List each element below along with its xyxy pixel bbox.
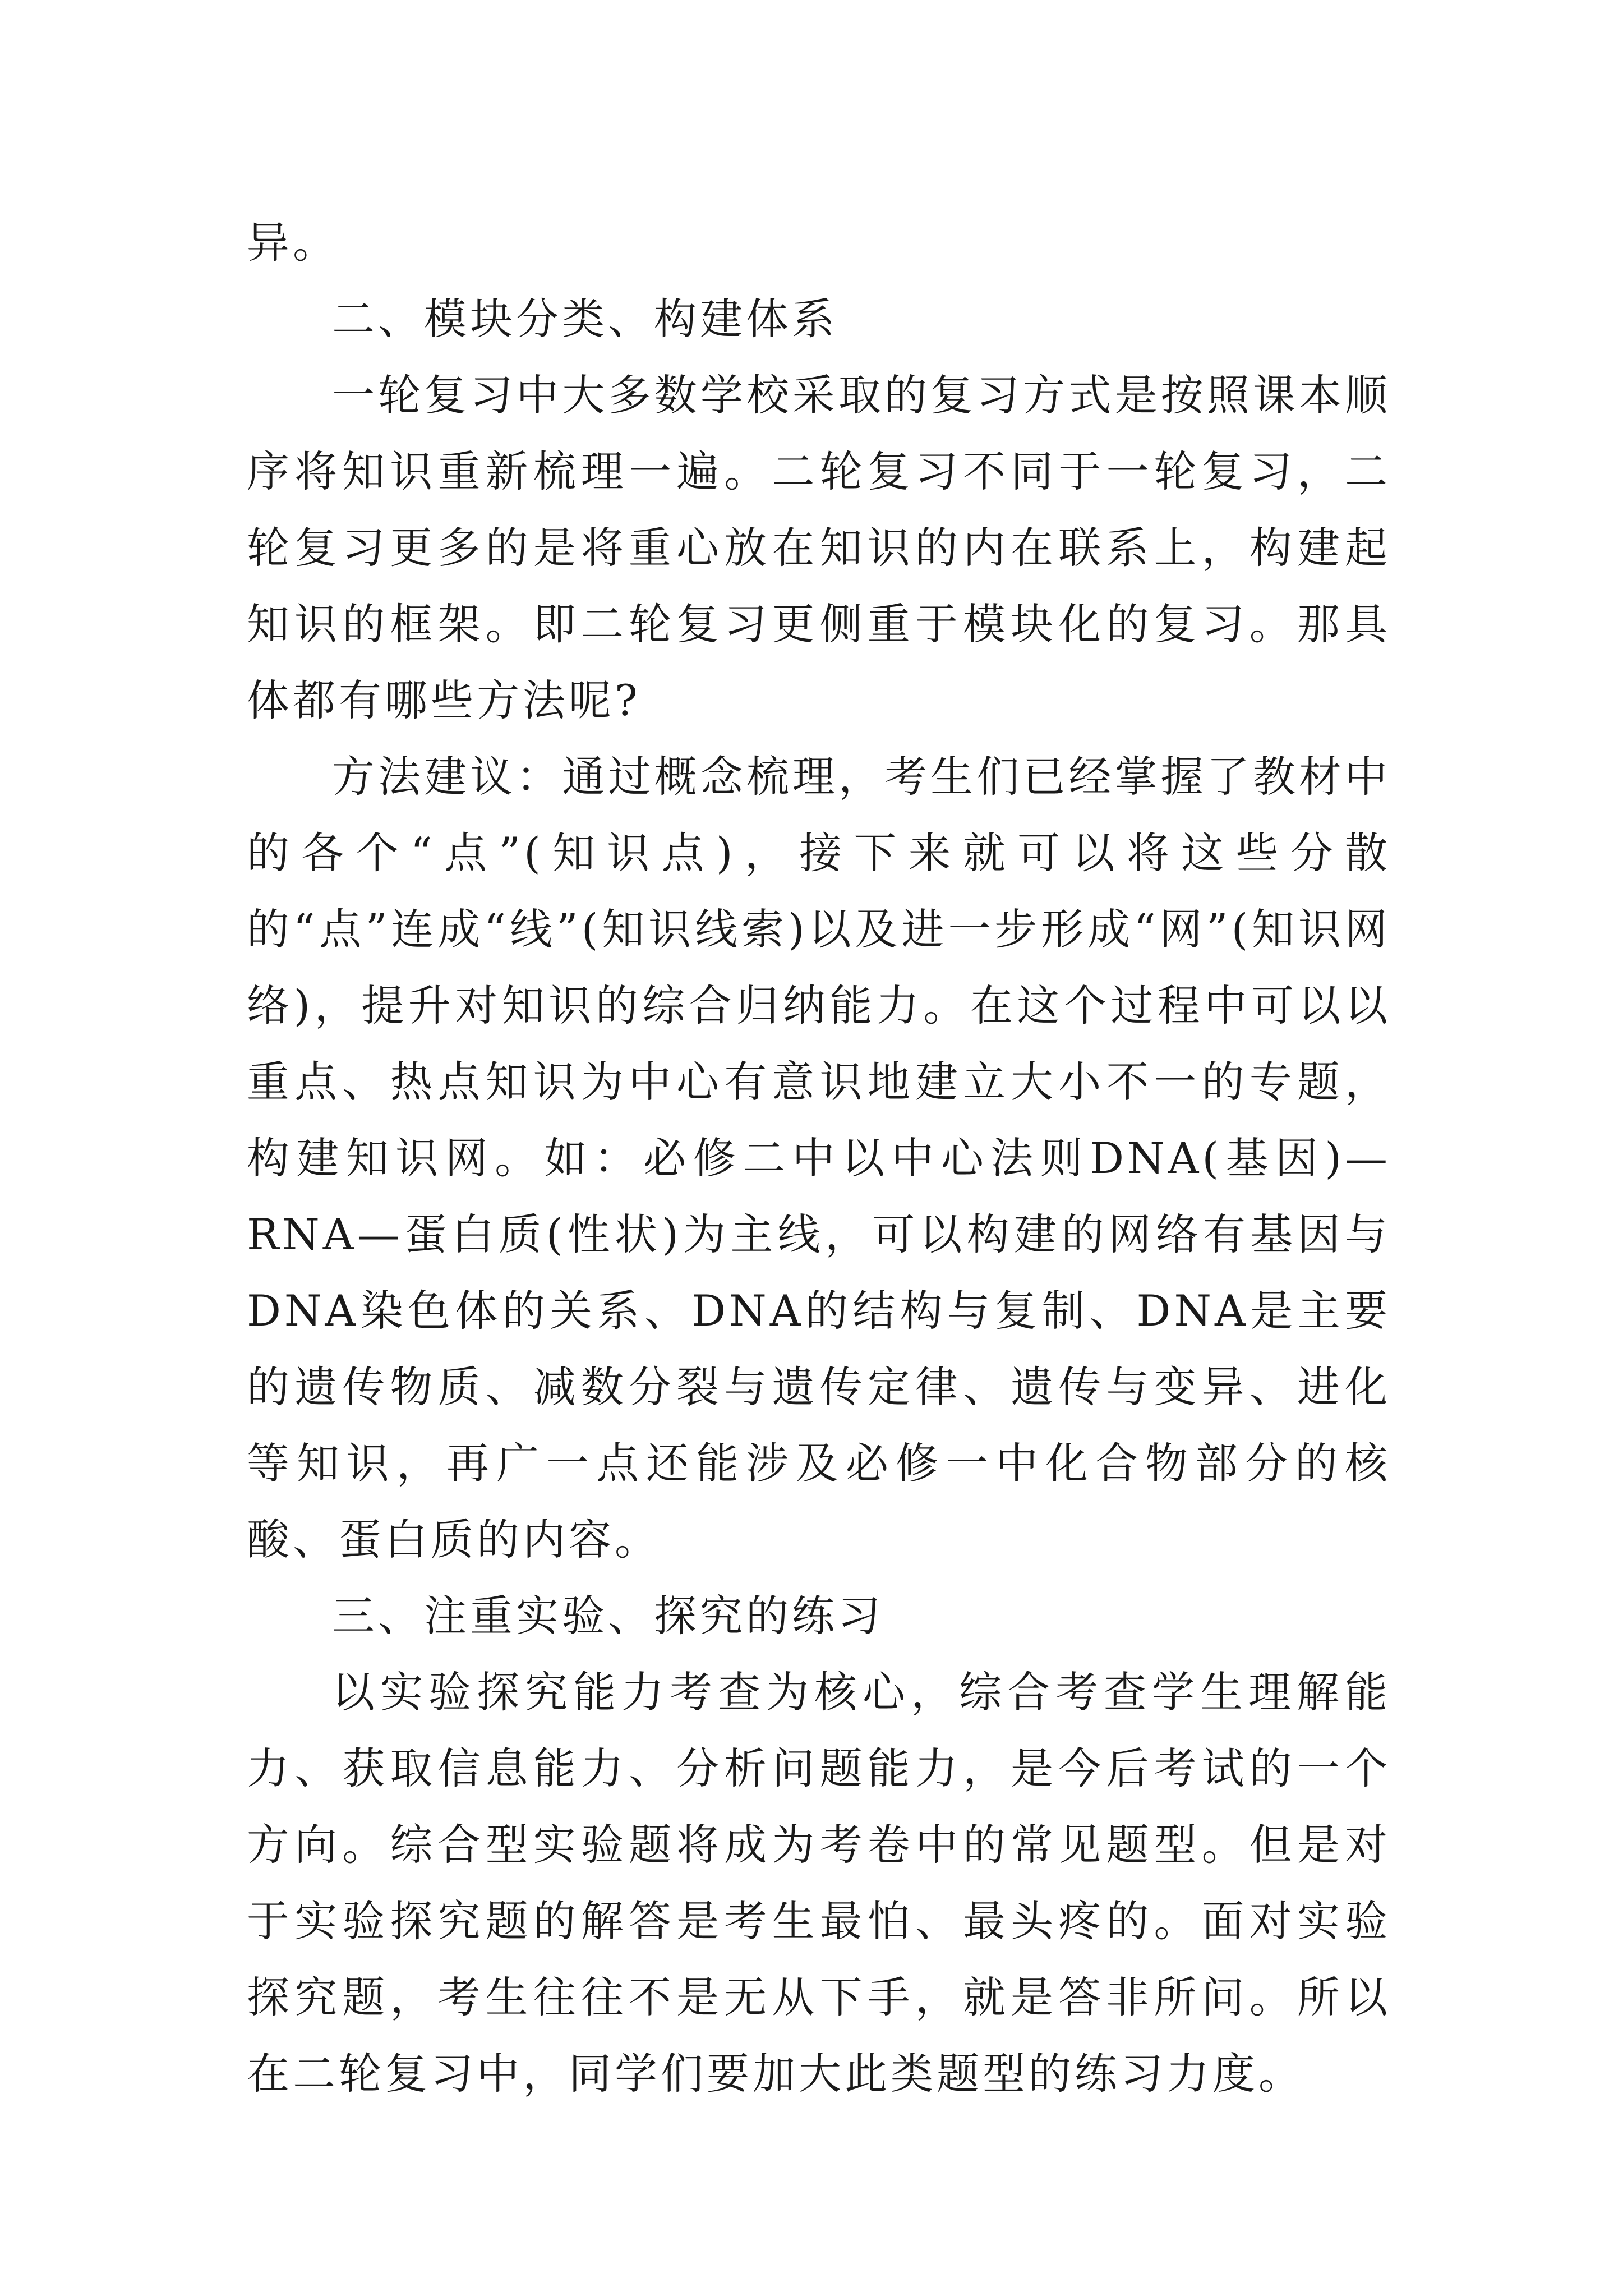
document-body (247, 205, 1391, 2112)
body-paragraph: 以实验探究能力考查为核心，综合考查学生理解能力、获取信息能力、分析问题能力，是今后考试的一个方向。综合型实验题将成为考卷中的常见题型。但是对于实验探究题的解答是考生最怕、最头疼的。面对实验探究题，考生往往不是无从下手，就是答非所问。所以在二轮复习中，同学们要加大此类题型的练习力度。 (247, 1667, 1391, 2099)
body-paragraph: 一轮复习中大多数学校采取的复习方式是按照课本顺序将知识重新梳理一遍。二轮复习不同于一轮复习，二轮复习更多的是将重心放在知识的内在联系上，构建起知识的框架。即二轮复习更侧重于模块化的复习。那具体都有哪些方法呢? (247, 370, 1391, 725)
continuation-paragraph: 异。 (247, 218, 339, 268)
section-heading-3: 三、注重实验、探究的练习 (332, 1591, 884, 1641)
section-heading-2: 二、模块分类、构建体系 (332, 294, 838, 344)
body-paragraph: 方法建议：通过概念梳理，考生们已经掌握了教材中的各个“点”(知识点)，接下来就可以将这些分散的“点”连成“线”(知识线索)以及进一步形成“网”(知识网络)，提升对知识的综合归纳能力。在这个过程中可以以重点、热点知识为中心有意识地建立大小不一的专题，构建知识网。如：必修二中以中心法则DNA(基因)—RNA—蛋白质(性状)为主线，可以构建的网络有基因与DNA染色体的关系、DNA的结构与复制、DNA是主要的遗传物质、减数分裂与遗传定律、遗传与变异、进化等知识，再广一点还能涉及必修一中化合物部分的核酸、蛋白质的内容。 (247, 752, 1391, 1565)
